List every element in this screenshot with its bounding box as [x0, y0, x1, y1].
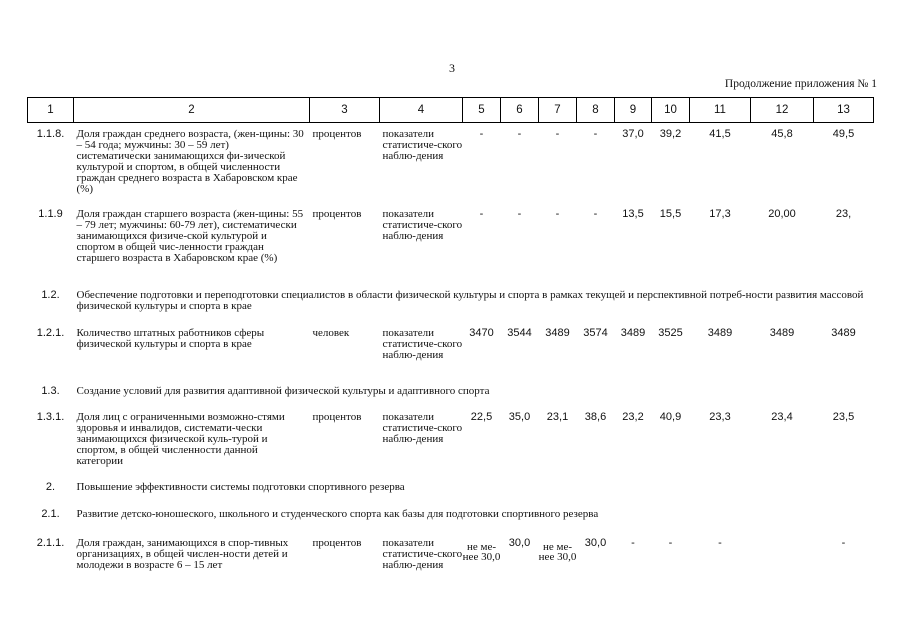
value-cell: 22,5 — [470, 410, 493, 423]
header-cell: 8 — [577, 98, 615, 123]
section-row — [28, 509, 874, 538]
page-number: 3 — [449, 61, 455, 75]
value-cell: 35,0 — [508, 410, 531, 423]
value-cell: 13,5 — [622, 207, 644, 220]
section-title: Обеспечение подготовки и переподготовки специалистов в области физической культуры и спорта в рамках текущей и перспективной потреб-ности развития массовой физической культуры и спорта в крае — [76, 288, 864, 312]
value-cell: 23,5 — [832, 410, 855, 423]
header-cell: 6 — [501, 98, 539, 123]
row-source: показатели статистиче-ского наблю-дения — [382, 207, 463, 242]
value-cell: - — [555, 207, 560, 220]
row-code: 2.1.1. — [36, 536, 65, 549]
value-cell: 15,5 — [659, 207, 682, 220]
value-cell: 23, — [835, 207, 852, 220]
value-cell: 40,9 — [659, 410, 682, 423]
section-row — [28, 290, 874, 328]
value-cell: не ме-нее 30,0 — [462, 540, 501, 563]
value-cell: 3470 — [469, 326, 494, 339]
value-cell: - — [555, 128, 560, 140]
header-cell: 4 — [380, 98, 463, 123]
row-name: Доля граждан старшего возраста (жен-щины: 55 – 79 лет; мужчины: 60-79 лет), систематически занимающихся физиче-ской культурой и спортом в общей чис-ленности граждан старшего возраста в Хабаровском крае (%) — [76, 207, 304, 264]
section-title: Создание условий для развития адаптивной физической культуры и адаптивного спорта — [76, 384, 490, 397]
section-row — [28, 386, 874, 412]
row-code: 1.2.1. — [36, 326, 65, 339]
value-cell: 17,3 — [709, 207, 731, 220]
row-code: 1.3. — [41, 384, 60, 397]
value-cell: - — [668, 536, 673, 549]
value-cell: - — [517, 128, 522, 140]
row-source: показатели статистиче-ского наблю-дения — [382, 128, 463, 162]
value-cell — [751, 538, 814, 588]
header-cell: 10 — [652, 98, 690, 123]
row-code: 1.2. — [41, 288, 60, 301]
value-cell: - — [479, 128, 484, 140]
row-unit: процентов — [312, 410, 362, 423]
row-code: 1.1.8. — [36, 128, 65, 140]
value-cell: 45,8 — [771, 128, 793, 140]
value-cell: 23,2 — [622, 410, 644, 423]
row-unit: процентов — [312, 536, 362, 549]
row-name: Доля лиц с ограниченными возможно-стями здоровья и инвалидов, системати-чески занимающихся физической куль-турой и спортом, в общей численности данной категории — [76, 410, 285, 467]
value-cell: 23,4 — [771, 410, 793, 423]
header-row — [28, 98, 874, 123]
table-row — [28, 538, 874, 588]
header-cell: 7 — [539, 98, 577, 123]
value-cell: 23,1 — [546, 410, 569, 423]
value-cell: 41,5 — [709, 128, 731, 140]
value-cell: 3489 — [545, 326, 570, 339]
value-cell: 3544 — [507, 326, 532, 339]
value-cell: 3489 — [620, 326, 646, 339]
value-cell: 3489 — [831, 326, 856, 339]
header-cell: 13 — [814, 98, 874, 123]
table-row — [28, 123, 874, 209]
row-source: показатели статистиче-ского наблю-дения — [382, 326, 463, 361]
value-cell: 49,5 — [832, 128, 855, 140]
value-cell: 39,2 — [659, 128, 682, 140]
header-cell: 9 — [615, 98, 652, 123]
header-cell: 11 — [690, 98, 751, 123]
row-name: Доля граждан, занимающихся в спор-тивных организациях, в общей числен-ности детей и молодежи в возрасте 6 – 15 лет — [76, 536, 289, 571]
value-cell: 3489 — [707, 326, 733, 339]
value-cell: 37,0 — [622, 128, 644, 140]
section-title: Повышение эффективности системы подготовки спортивного резерва — [76, 480, 405, 493]
continuation-note: Продолжение приложения № 1 — [724, 78, 877, 90]
value-cell: 20,00 — [768, 207, 796, 220]
value-cell: - — [517, 207, 522, 220]
row-source: показатели статистиче-ского наблю-дения — [382, 410, 463, 445]
value-cell: 30,0 — [584, 536, 607, 549]
value-cell: 3525 — [658, 326, 683, 339]
header-cell: 12 — [751, 98, 814, 123]
row-code: 1.1.9 — [38, 207, 63, 220]
row-code: 2.1. — [41, 507, 60, 520]
indicators-table — [27, 97, 874, 588]
value-cell: 30,0 — [508, 536, 531, 549]
row-name: Количество штатных работников сферы физической культуры и спорта в крае — [76, 326, 265, 350]
row-code: 2. — [45, 480, 56, 493]
value-cell: 3574 — [583, 326, 608, 339]
row-code: 1.3.1. — [36, 410, 65, 423]
value-cell: - — [841, 536, 846, 549]
table-row — [28, 209, 874, 290]
value-cell: - — [593, 207, 598, 220]
header-cell: 2 — [74, 98, 310, 123]
header-cell: 1 — [28, 98, 74, 123]
header-cell: 5 — [463, 98, 501, 123]
row-unit: процентов — [312, 207, 362, 220]
value-cell: не ме-нее 30,0 — [538, 540, 577, 563]
section-row — [28, 482, 874, 509]
section-title: Развитие детско-юношеского, школьного и студенческого спорта как базы для подготовки спортивного резерва — [76, 507, 599, 520]
value-cell: 23,3 — [709, 410, 731, 423]
value-cell: 38,6 — [584, 410, 607, 423]
table-row — [28, 328, 874, 386]
row-source: показатели статистиче-ского наблю-дения — [382, 536, 463, 571]
value-cell: - — [718, 536, 722, 549]
value-cell: 3489 — [769, 326, 795, 339]
value-cell: - — [631, 536, 635, 549]
header-cell: 3 — [310, 98, 380, 123]
value-cell: - — [479, 207, 484, 220]
table-row — [28, 412, 874, 482]
row-name: Доля граждан среднего возраста, (жен-щины: 30 – 54 года; мужчины: 30 – 59 лет) систематически занимающихся фи-зической культурой и спортом, в общей численности граждан среднего возраста в Хабаровском крае (%) — [76, 128, 304, 195]
row-unit: процентов — [312, 128, 362, 140]
row-unit: человек — [312, 326, 350, 339]
value-cell: - — [593, 128, 598, 140]
